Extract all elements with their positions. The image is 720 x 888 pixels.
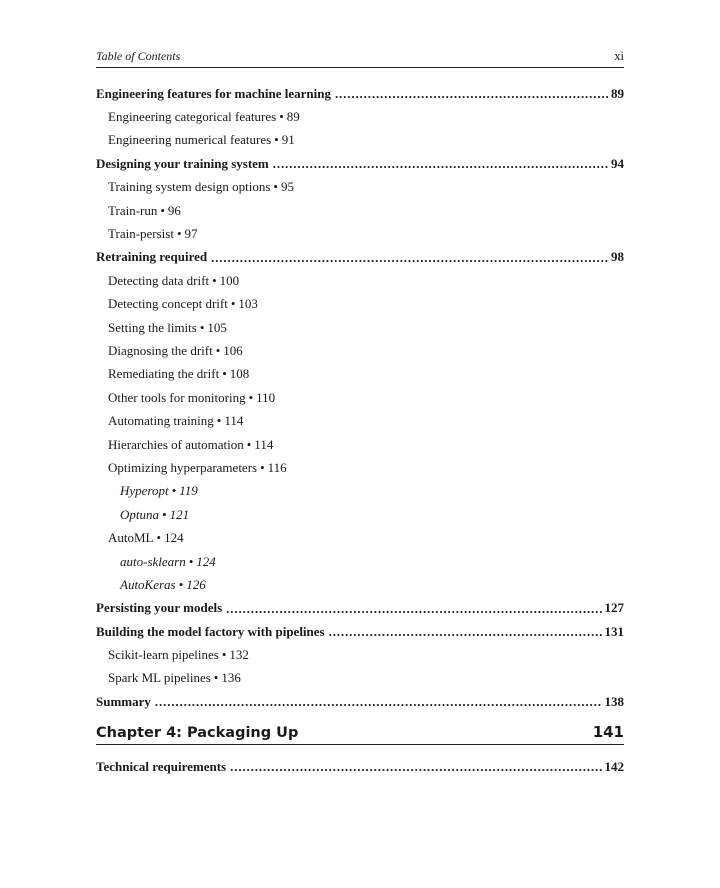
- toc-entry-page-number: 126: [186, 576, 206, 592]
- toc-entry-title: Detecting data drift: [108, 272, 210, 288]
- bullet-separator: •: [212, 272, 217, 288]
- toc-entry-title: Diagnosing the drift: [108, 342, 213, 358]
- toc-entry-page-number: 89: [286, 109, 300, 125]
- bullet-separator: •: [178, 576, 184, 592]
- toc-subentry[interactable]: [96, 456, 624, 479]
- toc-subentry[interactable]: [96, 339, 624, 362]
- toc-subentry[interactable]: [96, 643, 624, 666]
- toc-subentry[interactable]: [96, 293, 624, 316]
- toc-entry-page-number: 138: [604, 693, 624, 709]
- dot-leader: [230, 760, 601, 773]
- toc-entry-title: Detecting concept drift: [108, 296, 228, 312]
- toc-entry-title: AutoKeras: [120, 576, 176, 592]
- running-header: [96, 48, 624, 68]
- toc-section-entry[interactable]: [96, 620, 624, 643]
- dot-leader: [273, 157, 608, 170]
- toc-entry-page-number: 97: [184, 226, 198, 242]
- header-title: Table of Contents: [96, 49, 181, 63]
- dot-leader: [211, 251, 608, 264]
- toc-entry-page-number: 91: [281, 132, 295, 148]
- toc-entry-page-number: 105: [207, 319, 227, 335]
- bullet-separator: •: [279, 109, 284, 125]
- bullet-separator: •: [213, 670, 219, 686]
- toc-entry-title: Remediating the drift: [108, 366, 220, 382]
- toc-subentry[interactable]: [96, 433, 624, 456]
- table-of-contents: [96, 82, 624, 714]
- bullet-separator: •: [216, 413, 222, 429]
- toc-entry-title: Technical requirements: [96, 758, 227, 774]
- dot-leader: [226, 602, 601, 615]
- toc-entry-title: Automating training: [108, 413, 214, 429]
- toc-entry-page-number: 114: [224, 413, 244, 429]
- toc-subentry[interactable]: [96, 129, 624, 152]
- toc-entry-page-number: 116: [267, 459, 287, 475]
- toc-entry-page-number: 127: [604, 600, 624, 616]
- toc-entry-title: Retraining required: [96, 249, 208, 265]
- toc-subentry[interactable]: [96, 316, 624, 339]
- toc-entry-page-number: 124: [164, 530, 184, 546]
- header-page-number: xi: [614, 49, 624, 63]
- toc-entry-page-number: 132: [229, 647, 249, 663]
- toc-entry-title: Other tools for monitoring: [108, 389, 246, 405]
- toc-entry-title: Building the model factory with pipelines: [96, 623, 325, 639]
- toc-entry-page-number: 96: [167, 202, 181, 218]
- toc-entry-page-number: 131: [604, 623, 624, 639]
- toc-entry-page-number: 124: [196, 553, 216, 569]
- toc-entry-title: Train-persist: [108, 226, 174, 242]
- toc-entry-page-number: 110: [256, 389, 276, 405]
- bullet-separator: •: [273, 179, 278, 195]
- toc-entry-title: Train-run: [108, 202, 158, 218]
- toc-subentry[interactable]: [96, 667, 624, 690]
- dot-leader: [155, 695, 602, 708]
- toc-entry-page-number: 95: [280, 179, 294, 195]
- toc-entry-page-number: 114: [254, 436, 274, 452]
- toc-entry-page-number: 103: [238, 296, 258, 312]
- toc-entry-page-number: 136: [221, 670, 241, 686]
- toc-entry-title: Training system design options: [108, 179, 271, 195]
- toc-section-entry[interactable]: [96, 597, 624, 620]
- chapter-page-number: 141: [592, 723, 624, 741]
- toc-subentry[interactable]: [96, 409, 624, 432]
- bullet-separator: •: [171, 483, 177, 499]
- toc-entry-title: Hyperopt: [120, 483, 169, 499]
- toc-entry-title: Persisting your models: [96, 600, 223, 616]
- dot-leader: [335, 87, 608, 100]
- toc-subentry[interactable]: [96, 269, 624, 292]
- toc-entry-title: Engineering categorical features: [108, 109, 277, 125]
- toc-entry-page-number: 89: [611, 85, 624, 101]
- bullet-separator: •: [230, 296, 236, 312]
- toc-subentry[interactable]: [96, 503, 624, 526]
- table-of-contents-continued: [96, 755, 624, 778]
- bullet-separator: •: [248, 389, 254, 405]
- toc-entry-title: AutoML: [108, 530, 154, 546]
- bullet-separator: •: [160, 202, 165, 218]
- bullet-separator: •: [260, 459, 265, 475]
- toc-section-entry[interactable]: [96, 82, 624, 105]
- chapter-title: Chapter 4: Packaging Up: [96, 725, 299, 741]
- bullet-separator: •: [222, 366, 227, 382]
- toc-entry-page-number: 121: [169, 506, 190, 522]
- toc-entry-title: Setting the limits: [108, 319, 197, 335]
- toc-entry-page-number: 106: [223, 342, 243, 358]
- toc-entry-title: Engineering features for machine learning: [96, 85, 331, 101]
- toc-entry-page-number: 100: [219, 272, 240, 288]
- toc-entry-page-number: 142: [604, 758, 624, 774]
- toc-subentry[interactable]: [96, 199, 624, 222]
- toc-entry-title: Optuna: [120, 506, 159, 522]
- toc-entry-title: Engineering numerical features: [108, 132, 272, 148]
- toc-entry-title: Summary: [96, 693, 151, 709]
- bullet-separator: •: [215, 342, 221, 358]
- toc-entry-title: auto-sklearn: [120, 553, 186, 569]
- bullet-separator: •: [221, 647, 227, 663]
- toc-subentry[interactable]: [96, 105, 624, 128]
- bullet-separator: •: [156, 530, 162, 546]
- bullet-separator: •: [162, 506, 167, 522]
- toc-entry-title: Optimizing hyperparameters: [108, 459, 258, 475]
- bullet-separator: •: [274, 132, 279, 148]
- toc-entry-page-number: 98: [611, 249, 624, 265]
- dot-leader: [329, 625, 602, 638]
- toc-entry-title: Hierarchies of automation: [108, 436, 244, 452]
- bullet-separator: •: [199, 319, 205, 335]
- toc-section-entry[interactable]: [96, 246, 624, 269]
- toc-subentry[interactable]: [96, 363, 624, 386]
- toc-section-entry[interactable]: [96, 690, 624, 713]
- toc-subentry[interactable]: [96, 480, 624, 503]
- bullet-separator: •: [246, 436, 252, 452]
- chapter-heading[interactable]: [96, 722, 624, 745]
- toc-entry-page-number: 94: [611, 155, 624, 171]
- toc-entry-page-number: 108: [229, 366, 250, 382]
- toc-entry-page-number: 119: [179, 483, 198, 499]
- toc-section-entry[interactable]: [96, 755, 624, 778]
- bullet-separator: •: [188, 553, 194, 569]
- toc-subentry[interactable]: [96, 222, 624, 245]
- toc-section-entry[interactable]: [96, 152, 624, 175]
- toc-entry-title: Scikit-learn pipelines: [108, 647, 219, 663]
- bullet-separator: •: [176, 226, 182, 242]
- toc-entry-title: Designing your training system: [96, 155, 269, 171]
- toc-subentry[interactable]: [96, 176, 624, 199]
- toc-subentry[interactable]: [96, 573, 624, 596]
- toc-subentry[interactable]: [96, 386, 624, 409]
- document-page: [96, 0, 624, 888]
- toc-entry-title: Spark ML pipelines: [108, 670, 211, 686]
- toc-subentry[interactable]: [96, 526, 624, 549]
- toc-subentry[interactable]: [96, 550, 624, 573]
